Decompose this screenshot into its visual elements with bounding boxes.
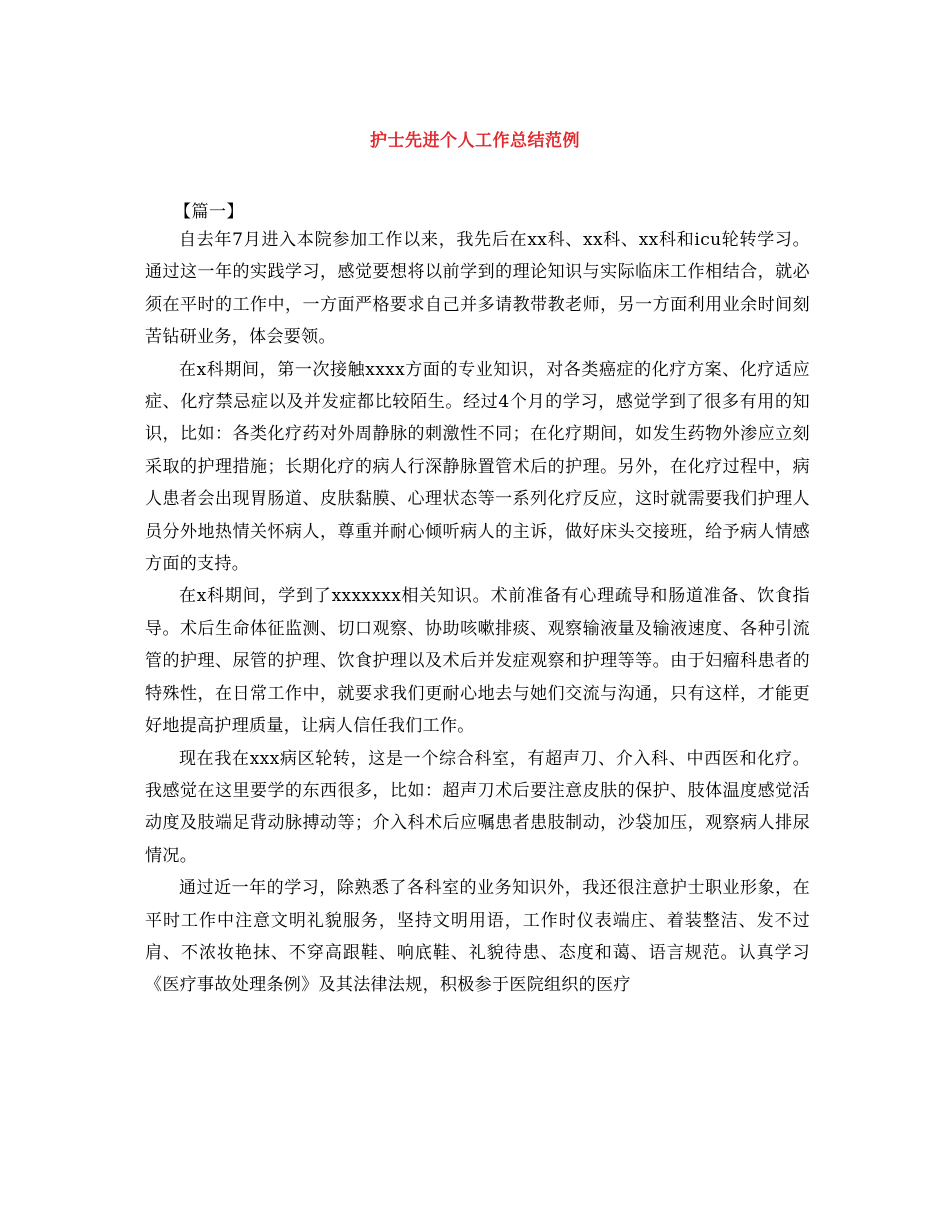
document-body <box>145 224 810 1002</box>
document-title: 护士先进个人工作总结范例 <box>370 131 580 151</box>
paragraph-4: 现在我在xxx病区轮转，这是一个综合科室，有超声刀、介入科、中西医和化疗。我感觉在这里要学的东西很多，比如：超声刀术后要注意皮肤的保护、肢体温度感觉活动度及肢端足背动脉搏动等；介入科术后应嘱患者患肢制动，沙袋加压，观察病人排尿情况。 <box>145 748 810 866</box>
section-label: 【篇一】 <box>174 202 244 222</box>
paragraph-2: 在x科期间，第一次接触xxxx方面的专业知识，对各类癌症的化疗方案、化疗适应症、化疗禁忌症以及并发症都比较陌生。经过4个月的学习，感觉学到了很多有用的知识，比如：各类化疗药对外周静脉的刺激性不同；在化疗期间，如发生药物外渗应立刻采取的护理措施；长期化疗的病人行深静脉置管术后的护理。另外，在化疗过程中，病人患者会出现胃肠道、皮肤黏膜、心理状态等一系列化疗反应，这时就需要我们护理人员分外地热情关怀病人，尊重并耐心倾听病人的主诉，做好床头交接班，给予病人情感方面的支持。 <box>145 359 810 575</box>
paragraph-5: 通过近一年的学习，除熟悉了各科室的业务知识外，我还很注意护士职业形象，在平时工作中注意文明礼貌服务，坚持文明用语，工作时仪表端庄、着装整洁、发不过肩、不浓妆艳抹、不穿高跟鞋、响底鞋、礼貌待患、态度和蔼、语言规范。认真学习《医疗事故处理条例》及其法律法规，积极参于医院组织的医疗 <box>145 878 810 996</box>
paragraph-1: 自去年7月进入本院参加工作以来，我先后在xx科、xx科、xx科和icu轮转学习。通过这一年的实践学习，感觉要想将以前学到的理论知识与实际临床工作相结合，就必须在平时的工作中，一方面严格要求自己并多请教带教老师，另一方面利用业余时间刻苦钻研业务，体会要领。 <box>145 230 810 348</box>
paragraph-3: 在x科期间，学到了xxxxxxx相关知识。术前准备有心理疏导和肠道准备、饮食指导。术后生命体征监测、切口观察、协助咳嗽排痰、观察输液量及输液速度、各种引流管的护理、尿管的护理、饮食护理以及术后并发症观察和护理等等。由于妇瘤科患者的特殊性，在日常工作中，就要求我们更耐心地去与她们交流与沟通，只有这样，才能更好地提高护理质量，让病人信任我们工作。 <box>145 586 810 737</box>
